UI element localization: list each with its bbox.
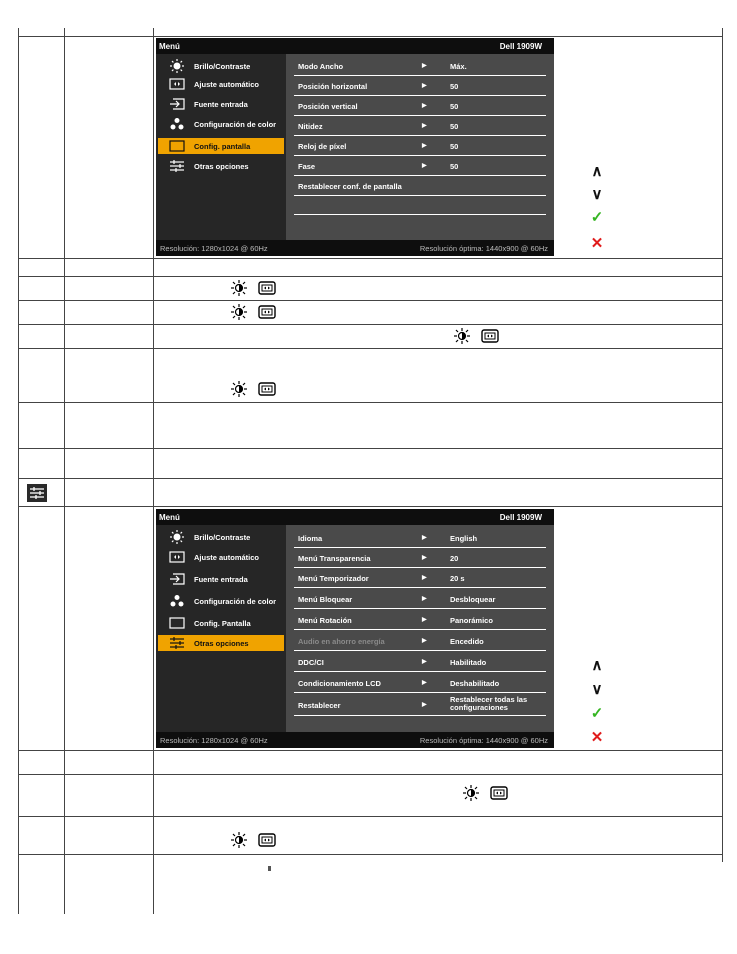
osd-menu-display-settings (156, 38, 554, 256)
grid-hline (18, 816, 722, 817)
osd-item-label: Ajuste automático (194, 79, 260, 89)
setting-value: 50 (450, 122, 459, 131)
up-arrow-icon[interactable]: ∧ (591, 163, 603, 180)
osd-item-label: Configuración de color (194, 119, 277, 129)
grid-hline (18, 348, 722, 349)
osd-item-brightness-contrast[interactable] (158, 58, 284, 74)
brightness-auto-icons (230, 280, 286, 296)
other-settings-icon (27, 484, 47, 502)
osd-footer (156, 732, 554, 748)
setting-value-line2: configuraciones (450, 703, 508, 712)
other-settings-icon (166, 636, 188, 650)
arrow-right-icon: ▶ (422, 617, 427, 623)
arrow-right-icon: ▶ (422, 575, 427, 581)
osd-empty-row (294, 202, 546, 215)
osd-item-label: Brillo/Contraste (194, 61, 251, 71)
osd-header (156, 509, 554, 525)
brightness-auto-icons (230, 304, 286, 320)
setting-value: Deshabilitado (450, 679, 500, 688)
setting-value: Panorámico (450, 616, 493, 625)
osd-item-label: Config. pantalla (194, 141, 251, 151)
setting-name: Posición horizontal (298, 82, 368, 91)
exit-x-icon[interactable]: ✕ (590, 729, 604, 746)
arrow-right-icon: ▶ (422, 103, 427, 109)
osd-setting-row[interactable] (294, 58, 546, 76)
osd-item-label: Brillo/Contraste (194, 532, 251, 542)
setting-name: Audio en ahorro energía (298, 637, 385, 646)
grid-hline (18, 506, 722, 507)
osd-model-label: Dell 1909W (499, 42, 542, 51)
setting-value (450, 696, 527, 712)
setting-name: Condicionamiento LCD (298, 679, 381, 688)
grid-hline (18, 36, 722, 37)
arrow-right-icon: ▶ (422, 163, 427, 169)
grid-hline (18, 300, 722, 301)
brightness-icon (166, 530, 188, 544)
osd-item-label: Config. Pantalla (194, 618, 251, 628)
setting-name: Nitidez (298, 122, 323, 131)
auto-adjust-icon (258, 305, 276, 319)
optimal-resolution: Resolución óptima: 1440x900 @ 60Hz (419, 244, 548, 253)
exit-x-icon[interactable]: ✕ (590, 235, 604, 252)
osd-item-auto-adjust[interactable] (158, 549, 284, 565)
auto-adjust-icon (166, 550, 188, 564)
osd-item-auto-adjust[interactable] (158, 76, 284, 92)
osd-model-label: Dell 1909W (499, 513, 542, 522)
arrow-right-icon: ▶ (422, 680, 427, 686)
arrow-right-icon: ▶ (422, 83, 427, 89)
grid-hline (18, 258, 722, 259)
grid-hline (18, 402, 722, 403)
osd-setting-row[interactable] (294, 118, 546, 136)
input-source-icon (166, 572, 188, 586)
osd-setting-row-disabled (294, 633, 546, 651)
setting-name: Modo Ancho (298, 62, 344, 71)
brightness-icon (230, 304, 248, 320)
setting-value: English (450, 534, 478, 543)
osd-setting-row[interactable] (294, 530, 546, 548)
osd-setting-row[interactable] (294, 98, 546, 116)
setting-name: Reloj de píxel (298, 142, 347, 151)
setting-value: 50 (450, 162, 459, 171)
auto-adjust-icon (258, 281, 276, 295)
osd-setting-row[interactable] (294, 570, 546, 588)
osd-setting-row[interactable] (294, 696, 546, 716)
arrow-right-icon: ▶ (422, 63, 427, 69)
current-resolution: Resolución: 1280x1024 @ 60Hz (160, 244, 268, 253)
auto-adjust-icon (490, 786, 508, 800)
arrow-right-icon: ▶ (422, 659, 427, 665)
setting-name: Fase (298, 162, 316, 171)
brightness-icon (453, 328, 471, 344)
osd-menu-label: Menú (159, 42, 180, 51)
osd-setting-row[interactable] (294, 591, 546, 609)
color-settings-icon (166, 117, 188, 131)
osd-item-other-settings[interactable] (158, 158, 284, 174)
setting-value: Habilitado (450, 658, 487, 667)
brightness-icon (462, 785, 480, 801)
optimal-resolution: Resolución óptima: 1440x900 @ 60Hz (419, 736, 548, 745)
arrow-right-icon: ▶ (422, 596, 427, 602)
osd-item-label: Otras opciones (194, 638, 249, 648)
osd-item-label: Ajuste automático (194, 552, 260, 562)
brightness-auto-icons (462, 785, 518, 801)
current-resolution: Resolución: 1280x1024 @ 60Hz (160, 736, 268, 745)
osd-item-display-settings[interactable] (158, 615, 284, 631)
brightness-icon (230, 832, 248, 848)
osd-menu-other-settings (156, 509, 554, 748)
brightness-icon (230, 280, 248, 296)
osd-left-menu (156, 54, 286, 240)
checkmark-icon[interactable]: ✓ (590, 705, 604, 722)
osd-item-other-settings[interactable] (158, 635, 284, 651)
setting-name: Posición vertical (298, 102, 358, 111)
setting-name: Menú Transparencia (298, 554, 371, 563)
osd-menu-label: Menú (159, 513, 180, 522)
setting-value: 50 (450, 102, 459, 111)
setting-name: DDC/CI (298, 658, 324, 667)
brightness-auto-icons (230, 381, 286, 397)
setting-value: 50 (450, 142, 459, 151)
setting-value: Máx. (450, 62, 467, 71)
brightness-icon (166, 59, 188, 73)
up-arrow-icon[interactable]: ∧ (591, 657, 603, 674)
arrow-right-icon: ▶ (422, 143, 427, 149)
setting-name: Restablecer conf. de pantalla (298, 182, 402, 191)
arrow-right-icon: ▶ (422, 535, 427, 541)
osd-item-input-source[interactable] (158, 96, 284, 112)
auto-adjust-icon (481, 329, 499, 343)
osd-setting-row[interactable] (294, 178, 546, 196)
down-arrow-icon[interactable]: ∨ (591, 681, 603, 698)
osd-left-menu (156, 525, 286, 732)
display-settings-icon (166, 616, 188, 630)
grid-hline (18, 854, 722, 855)
osd-item-input-source[interactable] (158, 571, 284, 587)
osd-item-label: Fuente entrada (194, 574, 248, 584)
osd-item-color-settings[interactable] (158, 593, 284, 609)
osd-footer (156, 240, 554, 256)
setting-value: 20 s (450, 574, 465, 583)
auto-adjust-icon (258, 833, 276, 847)
osd-setting-row[interactable] (294, 654, 546, 672)
osd-setting-row[interactable] (294, 158, 546, 176)
brightness-icon (230, 381, 248, 397)
arrow-right-icon: ▶ (422, 123, 427, 129)
osd-setting-row[interactable] (294, 550, 546, 568)
checkmark-icon[interactable]: ✓ (590, 209, 604, 226)
setting-name: Restablecer (298, 701, 341, 710)
setting-value: Encedido (450, 637, 484, 646)
other-settings-icon (166, 159, 188, 173)
setting-value-line1: Restablecer todas las (450, 695, 528, 704)
small-glyph (268, 866, 271, 871)
grid-vline (18, 28, 19, 914)
grid-hline (18, 324, 722, 325)
setting-name: Menú Bloquear (298, 595, 353, 604)
osd-item-display-settings[interactable] (158, 138, 284, 154)
color-settings-icon (166, 594, 188, 608)
grid-hline (18, 478, 722, 479)
setting-value: 50 (450, 82, 459, 91)
display-settings-icon (166, 139, 188, 153)
arrow-right-icon: ▶ (422, 555, 427, 561)
osd-setting-row[interactable] (294, 612, 546, 630)
arrow-right-icon: ▶ (422, 638, 427, 644)
brightness-auto-icons (230, 832, 286, 848)
grid-vline (153, 28, 154, 914)
setting-name: Menú Temporizador (298, 574, 369, 583)
osd-setting-row[interactable] (294, 675, 546, 693)
osd-right-panel (286, 54, 554, 240)
osd-setting-row[interactable] (294, 78, 546, 96)
setting-name: Idioma (298, 534, 323, 543)
osd-item-label: Fuente entrada (194, 99, 248, 109)
osd-item-color-settings[interactable] (158, 116, 284, 132)
auto-adjust-icon (258, 382, 276, 396)
auto-adjust-icon (166, 77, 188, 91)
setting-value: Desbloquear (450, 595, 496, 604)
osd-item-label: Otras opciones (194, 161, 249, 171)
grid-hline (18, 276, 722, 277)
grid-vline (722, 28, 723, 862)
grid-hline (18, 774, 722, 775)
osd-item-label: Configuración de color (194, 596, 277, 606)
input-source-icon (166, 97, 188, 111)
osd-item-brightness-contrast[interactable] (158, 529, 284, 545)
osd-right-panel (286, 525, 554, 732)
arrow-right-icon: ▶ (422, 702, 427, 708)
osd-setting-row[interactable] (294, 138, 546, 156)
down-arrow-icon[interactable]: ∨ (591, 186, 603, 203)
grid-vline (64, 28, 65, 914)
grid-hline (18, 750, 722, 751)
osd-header (156, 38, 554, 54)
setting-name: Menú Rotación (298, 616, 352, 625)
brightness-auto-icons (453, 328, 509, 344)
grid-hline (18, 448, 722, 449)
setting-value: 20 (450, 554, 459, 563)
